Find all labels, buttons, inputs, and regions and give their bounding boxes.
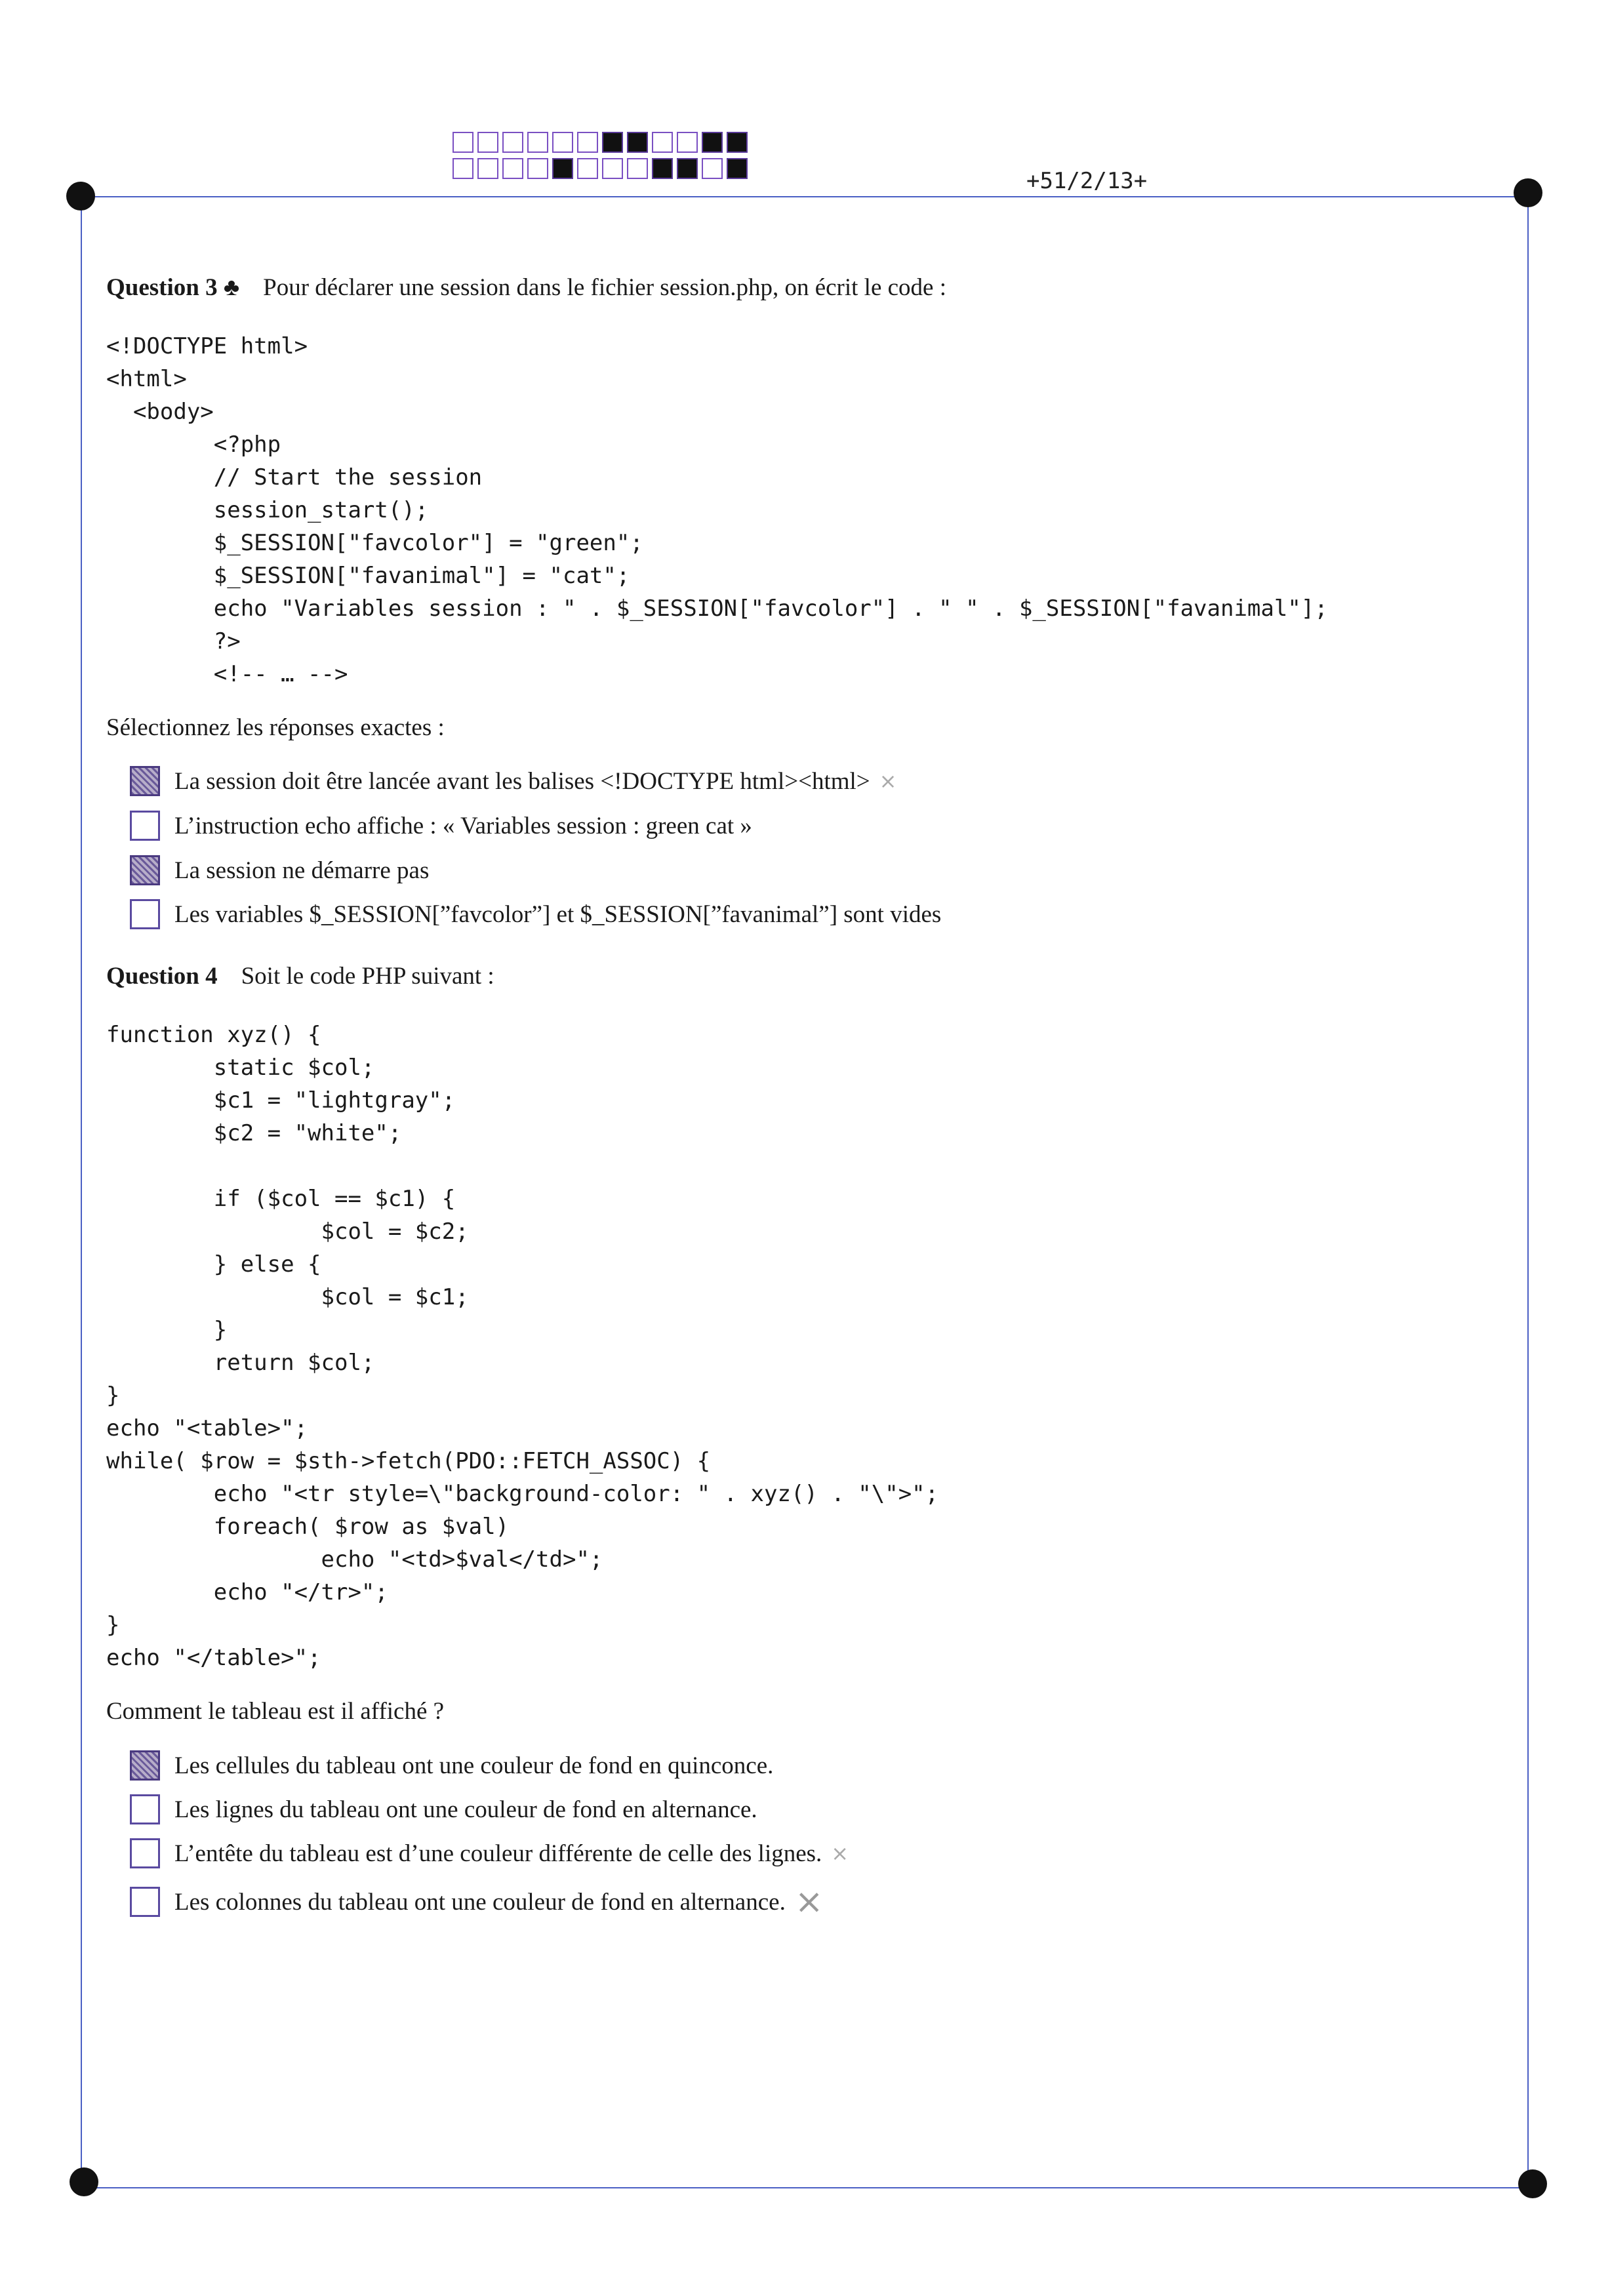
question-3-text: Pour déclarer une session dans le fichier session.php, on écrit le code : [263, 274, 946, 301]
page-code: +51/2/13+ [1026, 168, 1148, 194]
registration-mark-bottom-right [1518, 2169, 1547, 2198]
question-4-prompt: Comment le tableau est il affiché ? [106, 1698, 445, 1725]
id-cell [627, 158, 648, 179]
q4-answer-4-text: Les colonnes du tableau ont une couleur de fond en alternance. [174, 1888, 786, 1916]
id-row-1 [453, 132, 748, 153]
q3-answer-4 [130, 899, 941, 929]
id-row-2 [453, 158, 748, 179]
question-3-header [106, 273, 946, 302]
q4-answer-1 [130, 1750, 773, 1781]
q3-answer-1-text: La session doit être lancée avant les balises <!DOCTYPE html><html> [174, 767, 870, 795]
q3-answer-3 [130, 855, 429, 885]
registration-mark-top-right [1514, 178, 1542, 207]
id-cell [527, 132, 548, 153]
q3-answer-4-text: Les variables $_SESSION[”favcolor”] et $_SESSION[”favanimal”] sont vides [174, 900, 942, 928]
registration-mark-top-left [66, 182, 95, 211]
registration-mark-bottom-left [70, 2167, 98, 2196]
id-cell [727, 158, 748, 179]
id-cell [602, 132, 623, 153]
id-cell [677, 132, 698, 153]
id-cell [552, 158, 573, 179]
id-cell [502, 132, 523, 153]
q4-answer-3 [130, 1838, 849, 1868]
id-cell [702, 158, 723, 179]
cross-mark-icon: × [879, 769, 897, 794]
q4-answer-2 [130, 1794, 757, 1824]
id-cell [702, 132, 723, 153]
question-4-header [106, 962, 494, 990]
q4-answer-4 [130, 1882, 823, 1922]
id-cell [627, 132, 648, 153]
q3-answer-4-checkbox[interactable] [130, 899, 160, 929]
q3-answer-1 [130, 766, 896, 796]
id-code-grid [453, 132, 748, 184]
id-cell [453, 158, 473, 179]
id-cell [453, 132, 473, 153]
q3-answer-1-checkbox[interactable] [130, 766, 160, 796]
question-4-code: function xyz() { static $col; $c1 = "lightgray"; $c2 = "white"; if ($col == $c1) { $col = $c2; } else { $col = $c1; } return $col; } echo "<table>"; while( $row = $sth->fetch(PDO::FETCH_ASSOC) { echo "<tr style=\"background-color: " . xyz() . "\">"; foreach( $row as $val) echo "<td>$val</td>"; echo "</tr>"; } echo "</table>"; [106, 1022, 939, 1671]
q4-answer-4-checkbox[interactable] [130, 1887, 160, 1917]
question-3-prompt: Sélectionnez les réponses exactes : [106, 714, 445, 741]
question-3-code: <!DOCTYPE html> <html> <body> <?php // Start the session session_start(); $_SESSION["favcolor"] = "green"; $_SESSION["favanimal"] = "cat"; echo "Variables session : " . $_SESSION["favcolor"] . " " . $_SESSION["favanimal"]; ?> <!-- … --> [106, 333, 1328, 687]
q4-answer-3-text: L’entête du tableau est d’une couleur différente de celle des lignes. [174, 1840, 822, 1867]
cross-mark-icon: × [831, 1841, 849, 1866]
q3-answer-3-checkbox[interactable] [130, 855, 160, 885]
q4-answer-2-checkbox[interactable] [130, 1794, 160, 1824]
q3-answer-2 [130, 811, 752, 841]
q4-answer-1-checkbox[interactable] [130, 1750, 160, 1781]
q3-answer-3-text: La session ne démarre pas [174, 856, 430, 884]
q4-answer-1-text: Les cellules du tableau ont une couleur de fond en quinconce. [174, 1752, 774, 1779]
question-4-label: Question 4 [106, 963, 218, 990]
question-4-text: Soit le code PHP suivant : [241, 963, 494, 990]
id-cell [552, 132, 573, 153]
id-cell [577, 158, 598, 179]
id-cell [652, 158, 673, 179]
q3-answer-2-text: L’instruction echo affiche : « Variables session : green cat » [174, 812, 752, 839]
cross-mark-icon: × [794, 1882, 824, 1922]
id-cell [727, 132, 748, 153]
id-cell [502, 158, 523, 179]
id-cell [602, 158, 623, 179]
id-cell [577, 132, 598, 153]
id-cell [477, 158, 498, 179]
id-cell [527, 158, 548, 179]
id-cell [477, 132, 498, 153]
id-cell [677, 158, 698, 179]
question-3-label: Question 3 ♣ [106, 274, 240, 301]
q4-answer-3-checkbox[interactable] [130, 1838, 160, 1868]
id-cell [652, 132, 673, 153]
q4-answer-2-text: Les lignes du tableau ont une couleur de fond en alternance. [174, 1796, 757, 1823]
q3-answer-2-checkbox[interactable] [130, 811, 160, 841]
